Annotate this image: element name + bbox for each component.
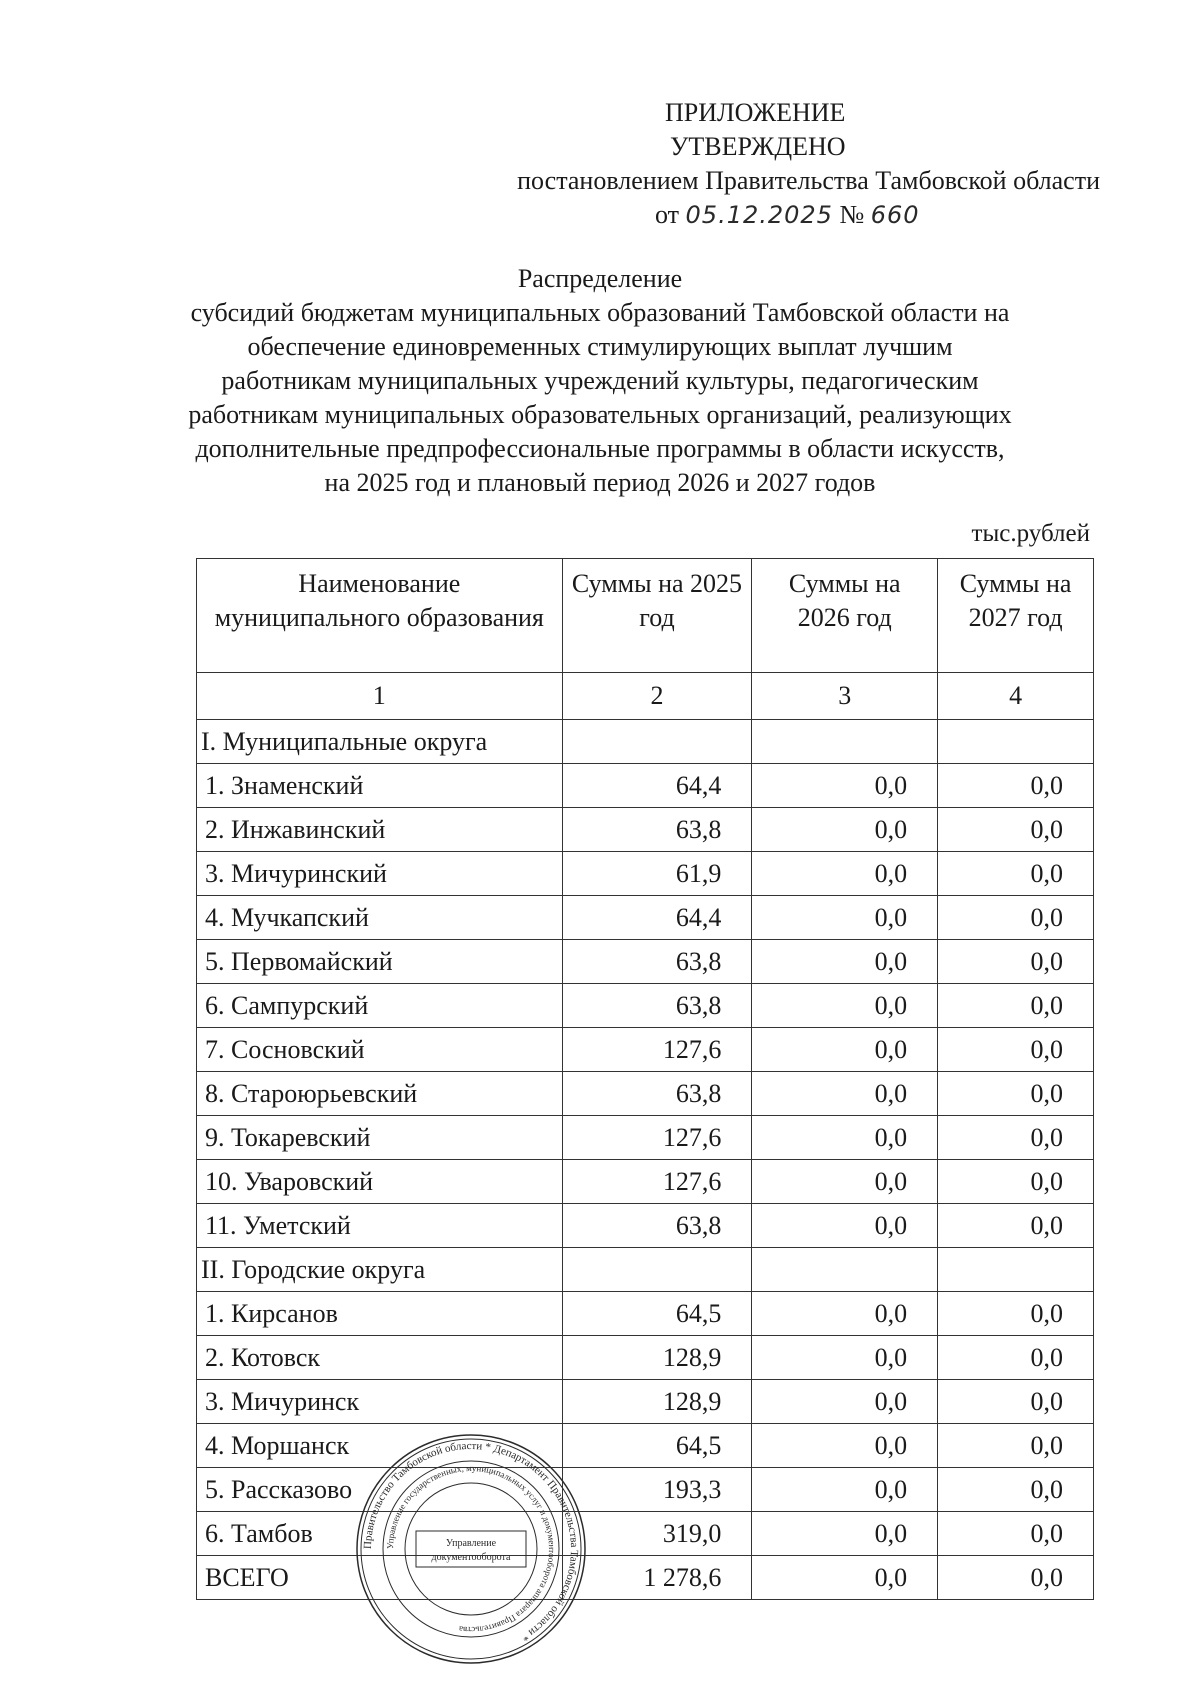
value-2027: 0,0 bbox=[938, 1160, 1094, 1204]
value-2026: 0,0 bbox=[752, 984, 938, 1028]
value-2026: 0,0 bbox=[752, 1380, 938, 1424]
row-name: 5. Рассказово bbox=[197, 1468, 563, 1512]
value-2025: 64,4 bbox=[562, 896, 752, 940]
distribution-table bbox=[196, 558, 1094, 1600]
title-line: работникам муниципальных образовательных организаций, реализующих bbox=[188, 400, 1012, 429]
value-2026: 0,0 bbox=[752, 1072, 938, 1116]
table-row bbox=[197, 1468, 1094, 1512]
table-row bbox=[197, 1072, 1094, 1116]
row-name: 5. Первомайский bbox=[197, 940, 563, 984]
value-2027: 0,0 bbox=[938, 896, 1094, 940]
title-line: субсидий бюджетам муниципальных образований Тамбовской области на bbox=[190, 298, 1010, 327]
seal-center-line1: Управление bbox=[445, 1538, 497, 1549]
table-row bbox=[197, 984, 1094, 1028]
value-2027: 0,0 bbox=[938, 1336, 1094, 1380]
value-2025: 63,8 bbox=[562, 940, 752, 984]
table-row bbox=[197, 1160, 1094, 1204]
table-row bbox=[197, 1336, 1094, 1380]
column-number: 4 bbox=[938, 673, 1094, 720]
value-2027: 0,0 bbox=[938, 1028, 1094, 1072]
row-name: 4. Мучкапский bbox=[197, 896, 563, 940]
row-name: 3. Мичуринский bbox=[197, 852, 563, 896]
title-line: обеспечение единовременных стимулирующих выплат лучшим bbox=[247, 332, 953, 361]
value-2027: 0,0 bbox=[938, 1424, 1094, 1468]
value-2027: 0,0 bbox=[938, 940, 1094, 984]
column-number: 1 bbox=[197, 673, 563, 720]
column-number-row bbox=[197, 673, 1094, 720]
approved-label: УТВЕРЖДЕНО bbox=[670, 132, 846, 161]
section-row bbox=[197, 720, 1094, 764]
table-row bbox=[197, 1204, 1094, 1248]
table-row bbox=[197, 764, 1094, 808]
row-name: 2. Инжавинский bbox=[197, 808, 563, 852]
value-2025: 63,8 bbox=[562, 1204, 752, 1248]
value-2027: 0,0 bbox=[938, 1204, 1094, 1248]
header-cell: Наименование муниципального образования bbox=[197, 559, 563, 673]
table-row bbox=[197, 1028, 1094, 1072]
row-name: 2. Котовск bbox=[197, 1336, 563, 1380]
value-2026: 0,0 bbox=[752, 896, 938, 940]
value-2026: 0,0 bbox=[752, 1292, 938, 1336]
row-name: 9. Токаревский bbox=[197, 1116, 563, 1160]
date-prefix: от bbox=[655, 200, 680, 229]
value-2026: 0,0 bbox=[752, 940, 938, 984]
value-2026: 0,0 bbox=[752, 1116, 938, 1160]
row-name: 1. Кирсанов bbox=[197, 1292, 563, 1336]
table-row bbox=[197, 1380, 1094, 1424]
resolution-line: постановлением Правительства Тамбовской области bbox=[517, 166, 1100, 195]
table-row bbox=[197, 1116, 1094, 1160]
value-2025: 64,5 bbox=[562, 1292, 752, 1336]
row-name: 6. Сампурский bbox=[197, 984, 563, 1028]
row-name: 3. Мичуринск bbox=[197, 1380, 563, 1424]
header-row bbox=[197, 559, 1094, 673]
total-2025: 1 278,6 bbox=[562, 1556, 752, 1600]
value-2025: 128,9 bbox=[562, 1336, 752, 1380]
handwritten-date: 05.12.2025 bbox=[685, 201, 833, 229]
column-number: 2 bbox=[562, 673, 752, 720]
value-2025: 61,9 bbox=[562, 852, 752, 896]
value-2025: 63,8 bbox=[562, 808, 752, 852]
value-2027: 0,0 bbox=[938, 1468, 1094, 1512]
table-row bbox=[197, 808, 1094, 852]
official-seal-stamp bbox=[352, 1430, 590, 1668]
value-2026: 0,0 bbox=[752, 1028, 938, 1072]
value-2025: 63,8 bbox=[562, 1072, 752, 1116]
value-2025: 64,5 bbox=[562, 1424, 752, 1468]
document-title bbox=[150, 262, 1050, 500]
row-name: 6. Тамбов bbox=[197, 1512, 563, 1556]
value-2026: 0,0 bbox=[752, 808, 938, 852]
title-line: работникам муниципальных учреждений культуры, педагогическим bbox=[221, 366, 979, 395]
value-2026: 0,0 bbox=[752, 852, 938, 896]
value-2026: 0,0 bbox=[752, 1468, 938, 1512]
header-cell: Суммы на 2025 год bbox=[562, 559, 752, 673]
value-2026: 0,0 bbox=[752, 764, 938, 808]
section-title: I. Муниципальные округа bbox=[197, 720, 563, 764]
value-2026: 0,0 bbox=[752, 1336, 938, 1380]
date-number-line bbox=[380, 198, 1100, 232]
header-cell: Суммы на 2026 год bbox=[752, 559, 938, 673]
title-line: дополнительные предпрофессиональные программы в области искусств, bbox=[195, 434, 1005, 463]
row-name: 7. Сосновский bbox=[197, 1028, 563, 1072]
row-name: 11. Уметский bbox=[197, 1204, 563, 1248]
value-2026: 0,0 bbox=[752, 1512, 938, 1556]
table-row bbox=[197, 1292, 1094, 1336]
total-2026: 0,0 bbox=[752, 1556, 938, 1600]
row-name: 4. Моршанск bbox=[197, 1424, 563, 1468]
value-2025: 63,8 bbox=[562, 984, 752, 1028]
total-row bbox=[197, 1556, 1094, 1600]
table-row bbox=[197, 940, 1094, 984]
table-row bbox=[197, 1424, 1094, 1468]
total-label: ВСЕГО bbox=[197, 1556, 563, 1600]
title-line: на 2025 год и плановый период 2026 и 2027 годов bbox=[324, 468, 876, 497]
value-2027: 0,0 bbox=[938, 852, 1094, 896]
handwritten-number: 660 bbox=[870, 201, 920, 229]
row-name: 10. Уваровский bbox=[197, 1160, 563, 1204]
number-prefix: № bbox=[839, 200, 865, 229]
value-2025: 128,9 bbox=[562, 1380, 752, 1424]
value-2025: 127,6 bbox=[562, 1028, 752, 1072]
table-row bbox=[197, 896, 1094, 940]
value-2026: 0,0 bbox=[752, 1424, 938, 1468]
value-2027: 0,0 bbox=[938, 1512, 1094, 1556]
table-row bbox=[197, 1512, 1094, 1556]
value-2027: 0,0 bbox=[938, 1072, 1094, 1116]
section-title: II. Городские округа bbox=[197, 1248, 563, 1292]
value-2025: 127,6 bbox=[562, 1160, 752, 1204]
value-2026: 0,0 bbox=[752, 1160, 938, 1204]
seal-inner-text: Управление государственных, муниципальных услуг и документооборота аппарата Правительства bbox=[384, 1462, 558, 1636]
value-2027: 0,0 bbox=[938, 1292, 1094, 1336]
value-2026: 0,0 bbox=[752, 1204, 938, 1248]
value-2025: 127,6 bbox=[562, 1116, 752, 1160]
column-number: 3 bbox=[752, 673, 938, 720]
total-2027: 0,0 bbox=[938, 1556, 1094, 1600]
value-2027: 0,0 bbox=[938, 764, 1094, 808]
approval-block bbox=[380, 96, 1100, 232]
units-label: тыс.рублей bbox=[971, 520, 1090, 547]
row-name: 8. Староюрьевский bbox=[197, 1072, 563, 1116]
seal-outer-text: Правительство Тамбовской области * Департамент Правительства Тамбовской области * bbox=[361, 1439, 581, 1644]
row-name: 1. Знаменский bbox=[197, 764, 563, 808]
value-2027: 0,0 bbox=[938, 984, 1094, 1028]
value-2025: 193,3 bbox=[562, 1468, 752, 1512]
table-row bbox=[197, 852, 1094, 896]
title-word: Распределение bbox=[517, 264, 683, 293]
value-2027: 0,0 bbox=[938, 808, 1094, 852]
header-cell: Суммы на 2027 год bbox=[938, 559, 1094, 673]
value-2025: 64,4 bbox=[562, 764, 752, 808]
value-2027: 0,0 bbox=[938, 1380, 1094, 1424]
section-row bbox=[197, 1248, 1094, 1292]
value-2025: 319,0 bbox=[562, 1512, 752, 1556]
seal-center-line2: документооборота bbox=[431, 1552, 511, 1563]
value-2027: 0,0 bbox=[938, 1116, 1094, 1160]
appendix-label: ПРИЛОЖЕНИЕ bbox=[665, 98, 846, 127]
